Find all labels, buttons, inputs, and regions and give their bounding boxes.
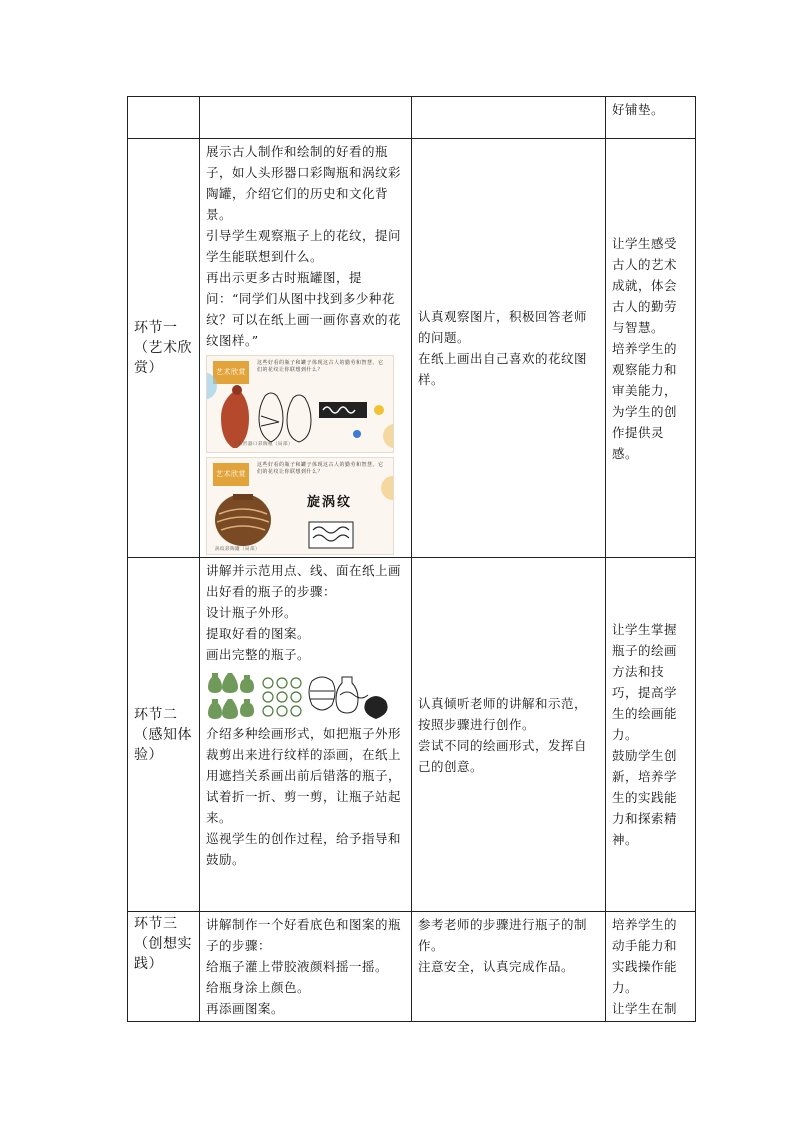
pottery-illustration xyxy=(207,356,393,452)
purpose-cell xyxy=(606,97,696,139)
purpose-cell xyxy=(606,139,696,558)
purpose-text: 让学生在制 xyxy=(612,1001,678,1016)
teacher-cell xyxy=(200,558,412,912)
teacher-text: 引导学生观察瓶子上的花纹，提问学生能联想到什么。 xyxy=(206,228,402,264)
table-row xyxy=(128,912,696,1022)
purpose-text: 让学生感受古人的艺术成就，体会古人的勤劳与智慧。 xyxy=(612,235,678,335)
student-text: 在纸上画出自己喜欢的花纹图样。 xyxy=(418,351,588,387)
teacher-text: 给瓶身涂上颜色。 xyxy=(206,980,311,995)
stage-label: 环节一（艺术欣赏） xyxy=(134,320,192,376)
teacher-text: 讲解并示范用点、线、面在纸上画出好看的瓶子的步骤： xyxy=(206,563,402,599)
teacher-text: 再添画图案。 xyxy=(206,1001,285,1016)
slide-tag: 艺术欣赏 xyxy=(213,463,249,486)
purpose-text: 好铺垫。 xyxy=(612,102,665,117)
student-cell xyxy=(412,97,606,139)
stage-label: 环节二（感知体验） xyxy=(134,706,192,763)
teacher-text: 再出示更多古时瓶罐图，提问：“同学们从图中找到多少种花纹？可以在纸上画一画你喜欢的花纹图样。” xyxy=(206,270,402,348)
teacher-text: 展示古人制作和绘制的好看的瓶子，如人头形器口彩陶瓶和涡纹彩陶罐，介绍它们的历史和文化背景。 xyxy=(206,144,402,222)
teacher-text: 画出完整的瓶子。 xyxy=(206,647,311,662)
teacher-cell xyxy=(200,912,412,1022)
student-cell xyxy=(412,912,606,1022)
teacher-text: 讲解制作一个好看底色和图案的瓶子的步骤： xyxy=(206,917,402,953)
table-row xyxy=(128,139,696,558)
teacher-text: 给瓶子灌上带胶液颜料摇一摇。 xyxy=(206,959,389,974)
purpose-text: 培养学生的动手能力和实践操作能力。 xyxy=(612,917,678,995)
stage-cell xyxy=(128,97,200,139)
stage-label: 环节三（创想实践） xyxy=(134,916,192,972)
jar-illustration xyxy=(207,458,393,554)
student-cell xyxy=(412,139,606,558)
slide-image-jar xyxy=(206,457,394,555)
teacher-cell xyxy=(200,97,412,139)
student-text: 认真倾听老师的讲解和示范，按照步骤进行创作。 xyxy=(418,695,588,732)
purpose-cell xyxy=(606,912,696,1022)
teacher-cell xyxy=(200,139,412,558)
purpose-text: 鼓励学生创新，培养学生的实践能力和探索精神。 xyxy=(612,748,678,847)
table-row xyxy=(128,97,696,139)
purpose-text: 让学生掌握瓶子的绘画方法和技巧，提高学生的绘画能力。 xyxy=(612,622,678,742)
teacher-text: 巡视学生的创作过程，给予指导和鼓励。 xyxy=(206,831,402,867)
purpose-text: 培养学生的观察能力和审美能力，为学生的创作提供灵感。 xyxy=(612,340,678,461)
slide-question: 这些好看的瓶子和罐子体现这古人的勤劳和智慧。它们的花纹让你联想到什么？ xyxy=(257,360,384,373)
student-cell xyxy=(412,558,606,912)
student-text: 尝试不同的绘画形式，发挥自己的创意。 xyxy=(418,737,588,774)
vase-pattern-examples xyxy=(206,671,405,719)
purpose-cell xyxy=(606,558,696,912)
stage-cell xyxy=(128,912,200,1022)
student-text: 注意安全，认真完成作品。 xyxy=(418,959,575,974)
student-text: 参考老师的步骤进行瓶子的制作。 xyxy=(418,917,588,953)
table-row xyxy=(128,558,696,912)
slide-caption: 人头形器口彩陶瓶（局部） xyxy=(233,442,293,447)
stage-cell xyxy=(128,139,200,558)
teacher-text: 提取好看的图案。 xyxy=(206,626,311,641)
slide-image-vase xyxy=(206,355,394,453)
vase-icons-illustration xyxy=(206,671,402,723)
slide-tag: 艺术欣赏 xyxy=(213,361,249,384)
slide-question: 这些好看的瓶子和罐子体现这古人的勤劳和智慧。它们的花纹让你联想到什么？ xyxy=(257,462,384,475)
student-text: 认真观察图片，积极回答老师的问题。 xyxy=(418,309,588,345)
stage-cell xyxy=(128,558,200,912)
slide-label: 旋涡纹 xyxy=(307,495,353,510)
slide-caption: 涡纹彩陶罐（局部） xyxy=(215,547,260,552)
teacher-text: 介绍多种绘画形式，如把瓶子外形裁剪出来进行纹样的添画，在纸上用遮挡关系画出前后错落的瓶子，试着折一折、剪一剪，让瓶子站起来。 xyxy=(206,726,402,825)
teacher-text: 设计瓶子外形。 xyxy=(206,605,298,620)
lesson-plan-table xyxy=(127,96,696,1022)
